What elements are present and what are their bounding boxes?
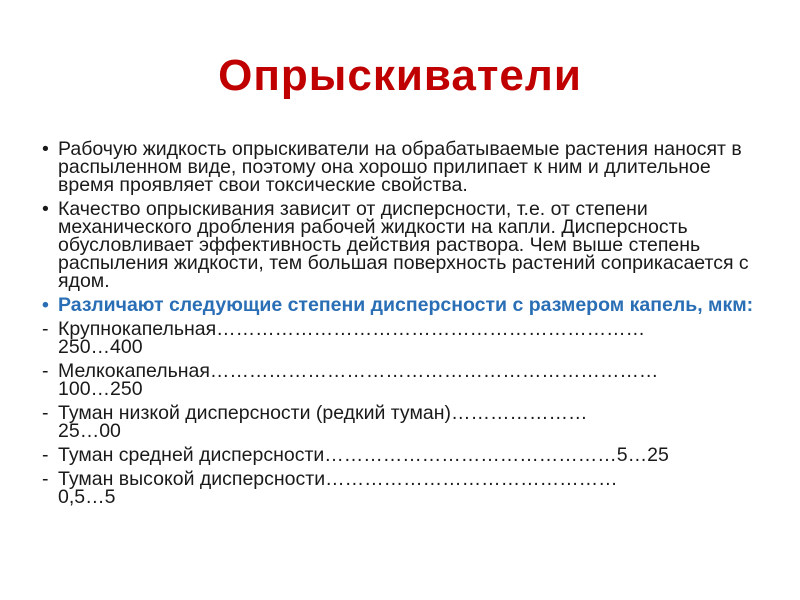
bullet-dispersion-degrees [42,296,762,314]
range-label: Туман низкой дисперсности (редкий туман)………………… [58,402,588,424]
bullet-sprayer-liquid [42,140,762,194]
range-marker: - [42,318,49,340]
range-value: 25…00 [58,420,121,442]
range-label: Туман средней дисперсности………………………………………5…25 [58,444,669,466]
range-value: 250…400 [58,336,143,358]
range-item-medium-dispersion-fog [42,446,762,464]
range-value: 0,5…5 [58,486,116,508]
range-label: Мелкокапельная…………………………………………………………… [58,360,659,382]
range-item-fine-drop [42,362,762,398]
range-item-coarse-drop [42,320,762,356]
bullet-text: Качество опрыскивания зависит от дисперсности, т.е. от степени механического дробления рабочей жидкости на капли. Дисперсность обусловливает эффективность действия раствора. Чем выше степень распыления жидкости, тем большая поверхность растений соприкасается с ядом. [58,198,749,292]
bullet-marker: • [42,294,49,316]
range-value: 100…250 [58,378,143,400]
range-marker: - [42,468,49,490]
range-item-low-dispersion-fog [42,404,762,440]
range-label: Крупнокапельная………………………………………………………… [58,318,646,340]
bullet-spray-quality [42,200,762,290]
slide-title: Опрыскиватели [218,51,582,100]
range-marker: - [42,360,49,382]
bullet-marker: • [42,138,49,160]
range-marker: - [42,402,49,424]
bullet-marker: • [42,198,49,220]
range-marker: - [42,444,49,466]
bullet-text: Различают следующие степени дисперсности с размером капель, мкм: [58,294,754,316]
range-item-high-dispersion-fog [42,470,762,506]
bullet-text: Рабочую жидкость опрыскиватели на обрабатываемые растения наносят в распыленном виде, поэтому она хорошо прилипает к ним и длительное время проявляет свои токсические свойства. [58,138,742,196]
slide-content [42,140,762,512]
range-label: Туман высокой дисперсности……………………………………… [58,468,618,490]
